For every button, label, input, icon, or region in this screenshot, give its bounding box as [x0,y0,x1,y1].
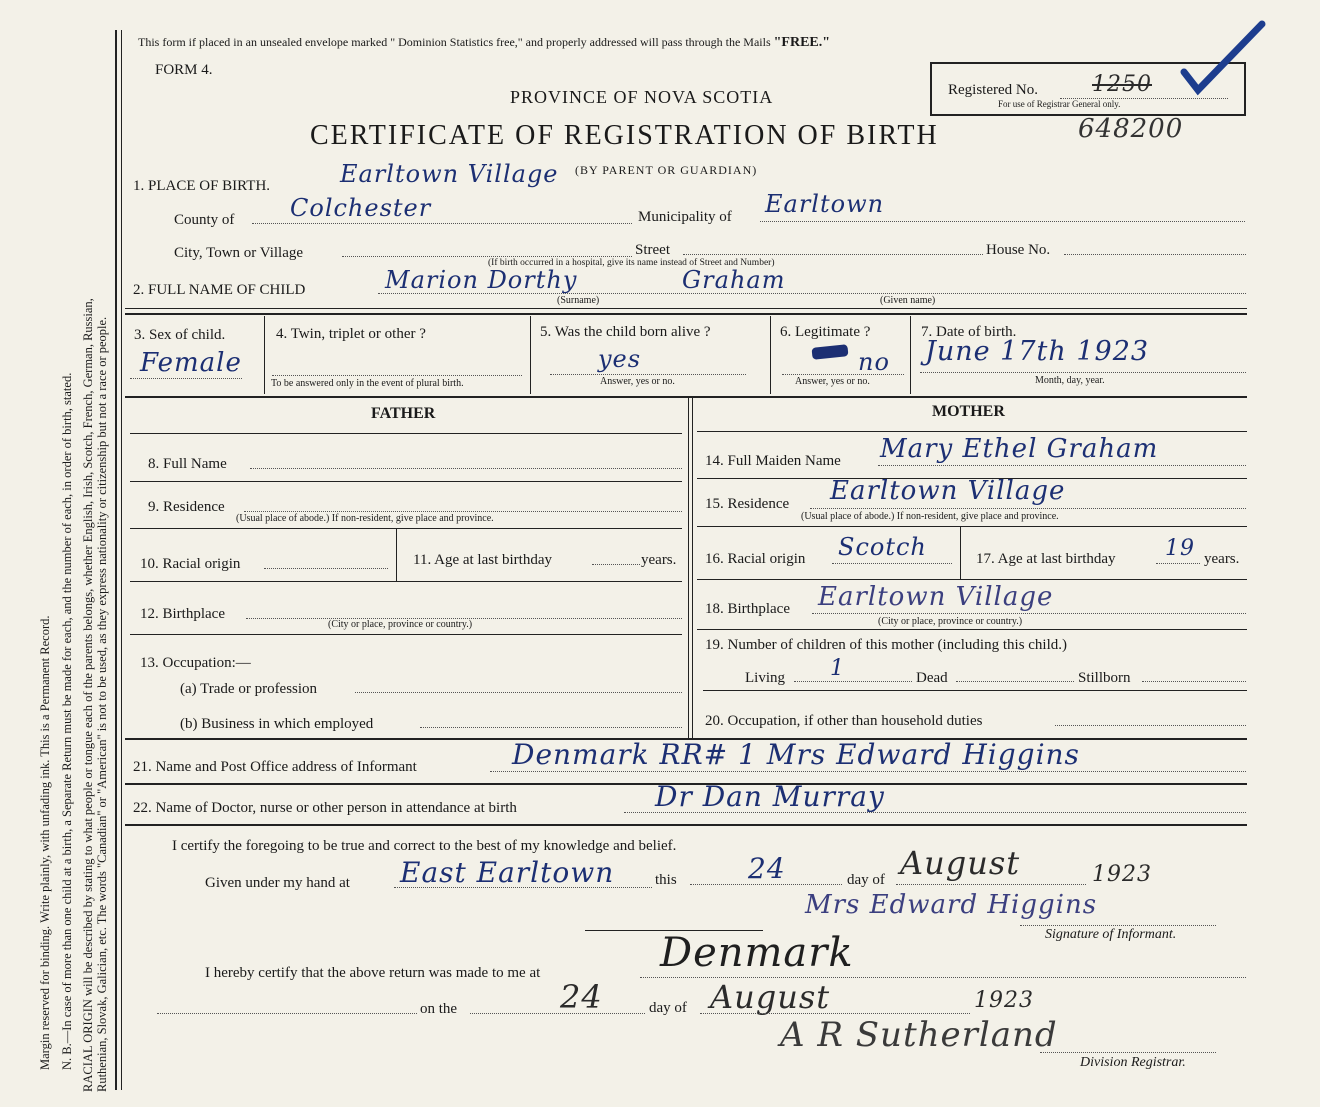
mother-name-value: Mary Ethel Graham [880,434,1159,464]
registered-label: Registered No. [948,82,1038,98]
mother-age-value: 19 [1165,536,1195,561]
county-label: County of [174,212,235,228]
margin-note-4: Ruthenian, Slovak, Galician, etc. The words "Canadian" or "American" is not to be used, as they express nationality or citizenship but not a race or people. [95,316,109,1092]
province-heading: PROVINCE OF NOVA SCOTIA [510,87,774,107]
registrar-certify-text: I hereby certify that the above return was made to me at [205,965,541,981]
house-no-label: House No. [986,242,1051,258]
margin-note-3: RACIAL ORIGIN will be described by stating to what people or tongue each of the parents belongs, whether English, Irish, Scotch, French, German, Russian, [81,298,95,1092]
stillborn-label: Stillborn [1078,670,1131,686]
margin-notes [0,0,115,1107]
legitimate-value: no [858,348,890,376]
father-racial-label: 10. Racial origin [140,556,241,572]
father-residence-label: 9. Residence [148,499,225,515]
mother-racial-value: Scotch [838,533,927,561]
by-parent-note: (BY PARENT OR GUARDIAN) [575,163,758,177]
father-birthplace-note: (City or place, province or country.) [328,619,473,630]
alive-note: Answer, yes or no. [600,376,675,387]
child-name-label: 2. FULL NAME OF CHILD [133,282,306,298]
mother-age-unit: years. [1204,551,1240,567]
place-of-birth-value: Earltown Village [340,160,559,188]
mother-residence-value: Earltown Village [830,476,1066,506]
twin-label: 4. Twin, triplet or other ? [276,326,426,342]
registrar-note: For use of Registrar General only. [998,99,1121,109]
mother-birthplace-value: Earltown Village [818,582,1054,612]
doctor-value: Dr Dan Murray [655,780,885,813]
mother-birthplace-note: (City or place, province or country.) [878,616,1023,627]
place-of-birth-label: 1. PLACE OF BIRTH. [133,178,271,194]
this-label: this [655,872,677,888]
registrar-place-value: Denmark [660,930,854,976]
mother-birthplace-label: 18. Birthplace [705,601,790,617]
hospital-note: (If birth occurred in a hospital, give its name instead of Street and Number) [488,258,775,268]
father-business-label: (b) Business in which employed [180,716,374,732]
certify-day-of-label: day of [847,872,885,888]
mother-racial-label: 16. Racial origin [705,551,806,567]
dob-label: 7. Date of birth. [921,324,1017,340]
father-residence-note: (Usual place of abode.) If non-resident, give place and province. [236,513,494,524]
living-value: 1 [830,656,845,681]
registrar-signature-caption: Division Registrar. [1080,1055,1186,1070]
form-number: FORM 4. [155,62,213,78]
child-name-first: Marion Dorthy [385,266,578,294]
municipality-label: Municipality of [638,209,732,225]
certify-day-value: 24 [748,852,786,885]
mother-name-label: 14. Full Maiden Name [705,453,841,469]
certificate-number: 648200 [1078,114,1184,144]
father-heading: FATHER [371,405,436,422]
alive-value: yes [598,345,642,373]
twin-note: To be answered only in the event of plural birth. [271,378,464,389]
page-title: CERTIFICATE OF REGISTRATION OF BIRTH [310,120,939,151]
mother-children-label: 19. Number of children of this mother (including this child.) [705,637,1068,653]
given-place-value: East Earltown [400,856,615,889]
mother-heading: MOTHER [932,403,1005,420]
certify-year-value: 1923 [1092,862,1152,887]
child-name-last: Graham [682,266,786,294]
given-name-caption: (Given name) [880,295,936,306]
mother-residence-note: (Usual place of abode.) If non-resident, give place and province. [801,511,1059,522]
mother-residence-label: 15. Residence [705,496,790,512]
certify-month-value: August [900,844,1021,882]
margin-rule-inner [121,30,122,1090]
margin-rule [115,30,117,1090]
county-value: Colchester [290,194,432,222]
legitimate-note: Answer, yes or no. [795,376,870,387]
informant-signature-caption: Signature of Informant. [1045,927,1177,942]
certify-text: I certify the foregoing to be true and correct to the best of my knowledge and belief. [172,838,677,854]
dob-value: June 17th 1923 [925,336,1150,367]
checkmark-icon [1180,18,1270,98]
municipality-value: Earltown [765,190,885,218]
mother-occupation-label: 20. Occupation, if other than household duties [705,713,983,729]
dead-label: Dead [916,670,948,686]
mail-notice: This form if placed in an unsealed envelope marked " Dominion Statistics free," and properly addressed will pass through the Mails "FREE." [138,35,831,50]
informant-label: 21. Name and Post Office address of Informant [133,759,417,775]
father-occupation-label: 13. Occupation:— [140,655,251,671]
father-age-unit: years. [641,552,677,568]
doctor-label: 22. Name of Doctor, nurse or other person in attendance at birth [133,800,517,816]
legitimate-label: 6. Legitimate ? [780,324,871,340]
surname-caption: (Surname) [557,295,600,306]
registrar-signature: A R Sutherland [780,1015,1058,1055]
sex-label: 3. Sex of child. [134,327,226,343]
father-trade-label: (a) Trade or profession [180,681,318,697]
dob-note: Month, day, year. [1035,375,1105,386]
father-age-label: 11. Age at last birthday [413,552,552,568]
margin-note-2: N. B.—In case of more than one child at a birth, a Separate Return must be made for each, and the number of each, in order of birth, stated. [60,372,74,1070]
given-under-label: Given under my hand at [205,875,350,891]
alive-label: 5. Was the child born alive ? [540,324,711,340]
informant-signature: Mrs Edward Higgins [805,890,1098,920]
father-name-label: 8. Full Name [148,456,227,472]
father-birthplace-label: 12. Birthplace [140,606,225,622]
informant-value: Denmark RR# 1 Mrs Edward Higgins [512,738,1080,771]
registrar-year-value: 1923 [974,988,1034,1013]
registrar-day-of-label: day of [649,1000,687,1016]
mother-age-label: 17. Age at last birthday [976,551,1116,567]
on-the-label: on the [420,1001,458,1017]
scribble-mark [811,344,848,360]
living-label: Living [745,670,785,686]
registrar-day-value: 24 [560,978,603,1016]
city-label: City, Town or Village [174,245,304,261]
street-label: Street [635,242,670,258]
margin-note-1: Margin reserved for binding. Write plainly, with unfading ink. This is a Permanent Record. [38,615,52,1070]
registrar-month-value: August [710,978,831,1016]
sex-value: Female [140,348,242,378]
registered-value: 1250 [1092,72,1152,97]
